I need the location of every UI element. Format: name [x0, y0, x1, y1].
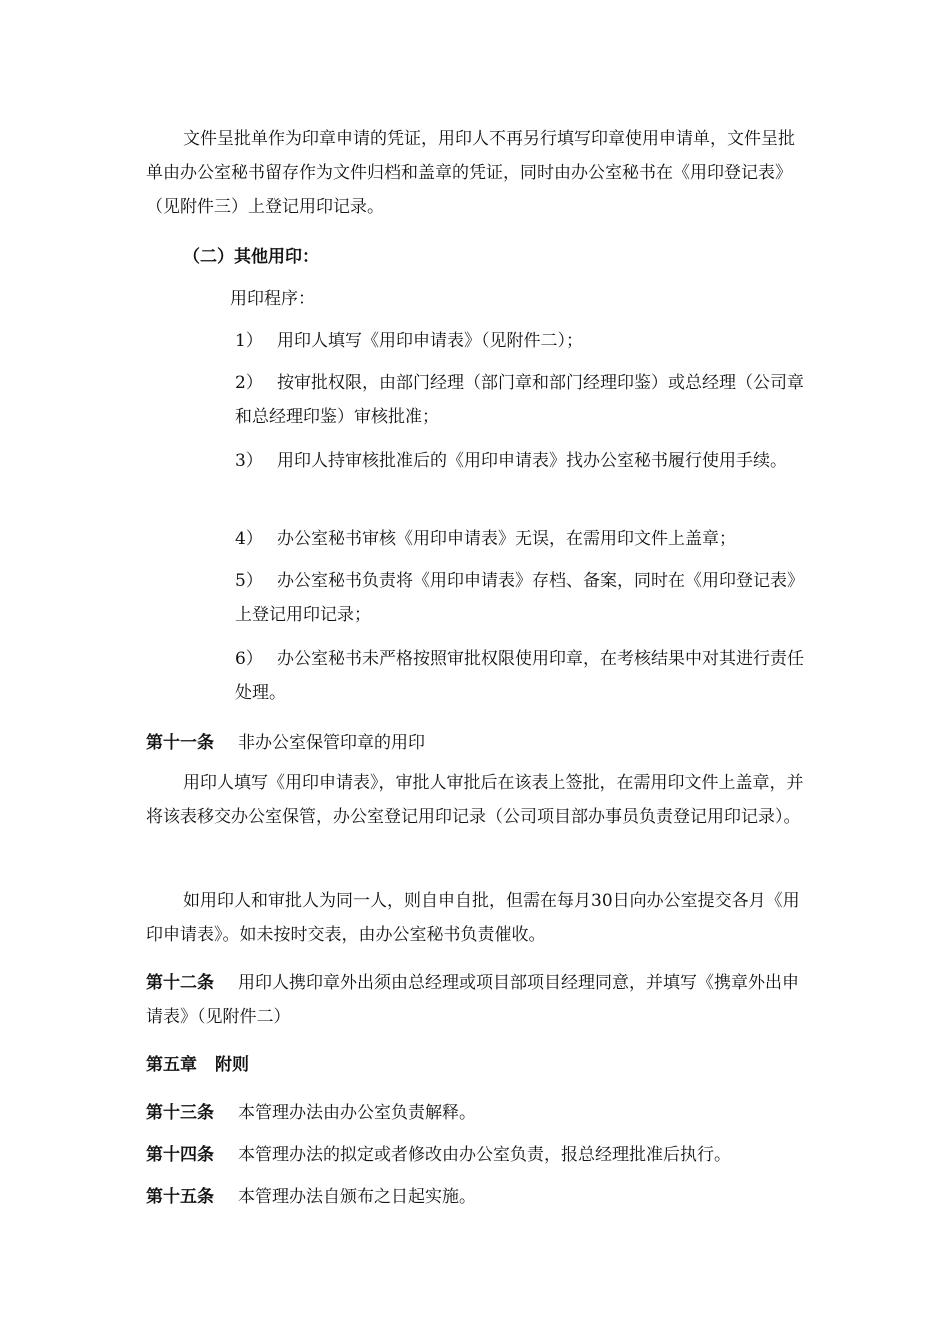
article-text: 本管理办法自颁布之日起实施。 — [238, 1187, 476, 1207]
paragraph-seal-approval: 文件呈批单作为印章申请的凭证，用印人不再另行填写印章使用申请单，文件呈批单由办公室秘书留存作为文件归档和盖章的凭证，同时由办公室秘书在《用印登记表》（见附件三）上登记用印记录。 — [146, 129, 795, 217]
section-heading-other-seals: （二）其他用印： — [183, 247, 319, 267]
list-item — [235, 366, 810, 434]
article-text: 非办公室保管印章的用印 — [238, 733, 425, 753]
article-label: 第十五条 — [146, 1187, 214, 1207]
article-12 — [146, 966, 810, 1034]
list-item-text: 办公室秘书审核《用印申请表》无误，在需用印文件上盖章； — [277, 529, 736, 549]
article-label: 第十一条 — [146, 733, 214, 753]
list-item-number: 1） — [235, 331, 263, 351]
list-item — [235, 522, 810, 556]
list-item — [235, 564, 810, 632]
list-item — [235, 324, 810, 358]
article-11 — [146, 726, 810, 760]
list-item — [235, 444, 810, 478]
list-item — [235, 642, 810, 710]
article-label: 第十二条 — [146, 973, 214, 993]
list-item-number: 5） — [235, 571, 263, 591]
list-item-number: 4） — [235, 529, 263, 549]
list-item-text: 用印人持审核批准后的《用印申请表》找办公室秘书履行使用手续。 — [277, 451, 787, 471]
list-item-number: 2） — [235, 373, 263, 393]
article-label: 第十四条 — [146, 1145, 214, 1165]
article-text: 本管理办法的拟定或者修改由办公室负责，报总经理批准后执行。 — [238, 1145, 731, 1165]
article-text: 用印人携印章外出须由总经理或项目部项目经理同意，并填写《携章外出申请表》（见附件二） — [146, 973, 799, 1027]
list-item-text: 办公室秘书负责将《用印申请表》存档、备案，同时在《用印登记表》上登记用印记录； — [235, 571, 804, 625]
paragraph-article-11-procedure: 用印人填写《用印申请表》，审批人审批后在该表上签批，在需用印文件上盖章，并将该表移交办公室保管，办公室登记用印记录（公司项目部办事员负责登记用印记录）。 — [146, 773, 804, 827]
list-item-text: 办公室秘书未严格按照审批权限使用印章，在考核结果中对其进行责任处理。 — [235, 649, 804, 703]
paragraph-article-11-self-approval: 如用印人和审批人为同一人，则自申自批，但需在每月30日向办公室提交各月《用印申请表》。如未按时交表，由办公室秘书负责催收。 — [146, 891, 800, 945]
article-text: 本管理办法由办公室负责解释。 — [238, 1103, 476, 1123]
chapter-title: 附则 — [215, 1055, 249, 1075]
chapter-label: 第五章 — [146, 1055, 197, 1075]
list-item-number: 6） — [235, 649, 263, 669]
article-label: 第十三条 — [146, 1103, 214, 1123]
list-item-text: 按审批权限，由部门经理（部门章和部门经理印鉴）或总经理（公司章和总经理印鉴）审核批准； — [235, 373, 804, 427]
list-item-number: 3） — [235, 451, 263, 471]
article-15 — [146, 1180, 810, 1214]
article-13 — [146, 1096, 810, 1130]
procedure-label: 用印程序： — [230, 289, 315, 309]
chapter-5-heading — [146, 1048, 810, 1082]
list-item-text: 用印人填写《用印申请表》（见附件二）； — [277, 331, 583, 351]
article-14 — [146, 1138, 810, 1172]
